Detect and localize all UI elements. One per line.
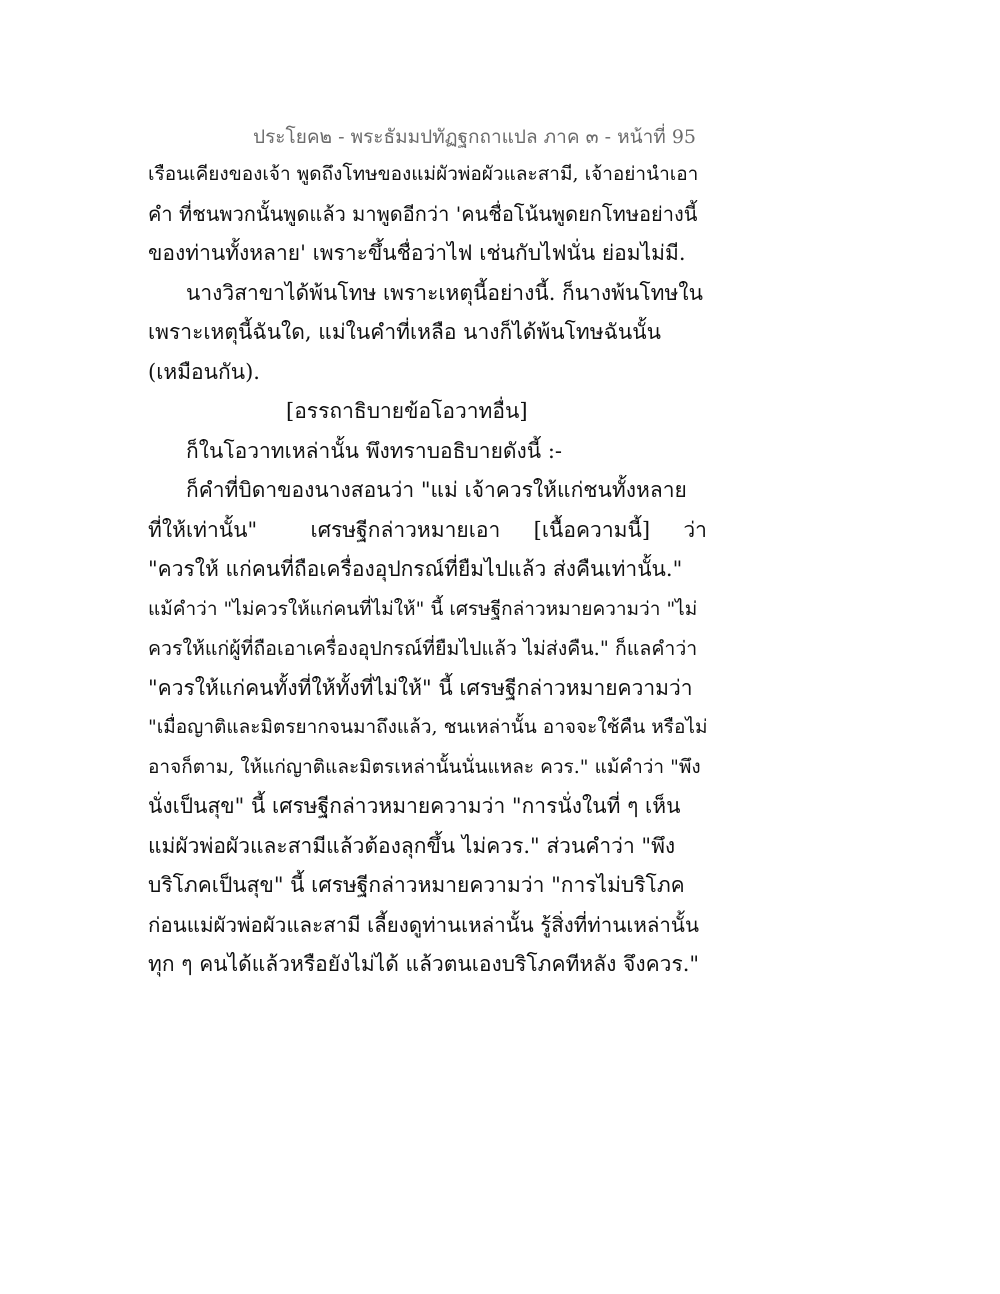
paragraph-start-line: ก็ในโอวาทเหล่านั้น พึงทราบอธิบายดังนี้ :- (186, 438, 563, 463)
text-line: แม้คำว่า "ไม่ควรให้แก่คนที่ไม่ให้" นี้ เศรษฐีกล่าวหมายความว่า "ไม่ (148, 597, 698, 620)
text-line: นั่งเป็นสุข" นี้ เศรษฐีกล่าวหมายความว่า "การนั่งในที่ ๆ เห็น (148, 794, 681, 818)
text-line: ควรให้แก่ผู้ที่ถือเอาเครื่องอุปกรณ์ที่ยืมไปแล้ว ไม่ส่งคืน." ก็แลคำว่า (148, 637, 698, 660)
text-line: "เมื่อญาติและมิตรยากจนมาถึงแล้ว, ชนเหล่านั้น อาจจะใช้คืน หรือไม่ (148, 716, 708, 738)
text-line: ของท่านทั้งหลาย' เพราะขึ้นชื่อว่าไฟ เช่นกับไฟนั่น ย่อมไม่มี. (148, 241, 686, 265)
paragraph-start-line: นางวิสาขาได้พ้นโทษ เพราะเหตุนี้อย่างนี้. ก็นางพ้นโทษใน (186, 280, 703, 305)
text-line: คำ ที่ชนพวกนั้นพูดแล้ว มาพูดอีกว่า 'คนชื่อโน้นพูดยกโทษอย่างนี้ (148, 201, 698, 226)
text-line: "ควรให้ แก่คนที่ถือเครื่องอุปกรณ์ที่ยืมไปแล้ว ส่งคืนเท่านั้น." (148, 557, 683, 581)
text-line: "ควรให้แก่คนทั้งที่ให้ทั้งที่ไม่ให้" นี้ เศรษฐีกล่าวหมายความว่า (148, 675, 693, 700)
text-line: บริโภคเป็นสุข" นี้ เศรษฐีกล่าวหมายความว่า "การไม่บริโภค (148, 873, 685, 897)
text-line: แม่ผัวพ่อผัวและสามีแล้วต้องลุกขึ้น ไม่ควร." ส่วนคำว่า "พึง (148, 833, 676, 858)
text-line: อาจก็ตาม, ให้แก่ญาติและมิตรเหล่านั้นนั่นแหละ ควร." แม้คำว่า "พึง (148, 755, 701, 778)
body-text (148, 155, 708, 985)
text-line: เรือนเคียงของเจ้า พูดถึงโทษของแม่ผัวพ่อผัวและสามี, เจ้าอย่านำเอา (148, 163, 699, 185)
text-line: ก่อนแม่ผัวพ่อผัวและสามี เลี้ยงดูท่านเหล่านั้น รู้สิ่งที่ท่านเหล่านั้น (148, 912, 699, 937)
text-line: เพราะเหตุนี้ฉันใด, แม่ในคำที่เหลือ นางก็ได้พ้นโทษฉันนั้น (148, 320, 661, 344)
text-line: (เหมือนกัน). (148, 359, 260, 384)
paragraph-start-line: ก็คำที่บิดาของนางสอนว่า "แม่ เจ้าควรให้แก่ชนทั้งหลาย (186, 478, 687, 502)
text-line: ทุก ๆ คนได้แล้วหรือยังไม่ได้ แล้วตนเองบริโภคทีหลัง จึงควร." (148, 952, 700, 976)
text-line: ที่ให้เท่านั้น" เศรษฐีกล่าวหมายเอา [เนื้อความนี้] ว่า (148, 517, 707, 542)
running-header: ประโยค๒ - พระธัมมปทัฏฐกถาแปล ภาค ๓ - หน้าที่ 95 (253, 126, 696, 148)
section-heading: [อรรถาธิบายข้อโอวาทอื่น] (286, 399, 528, 423)
